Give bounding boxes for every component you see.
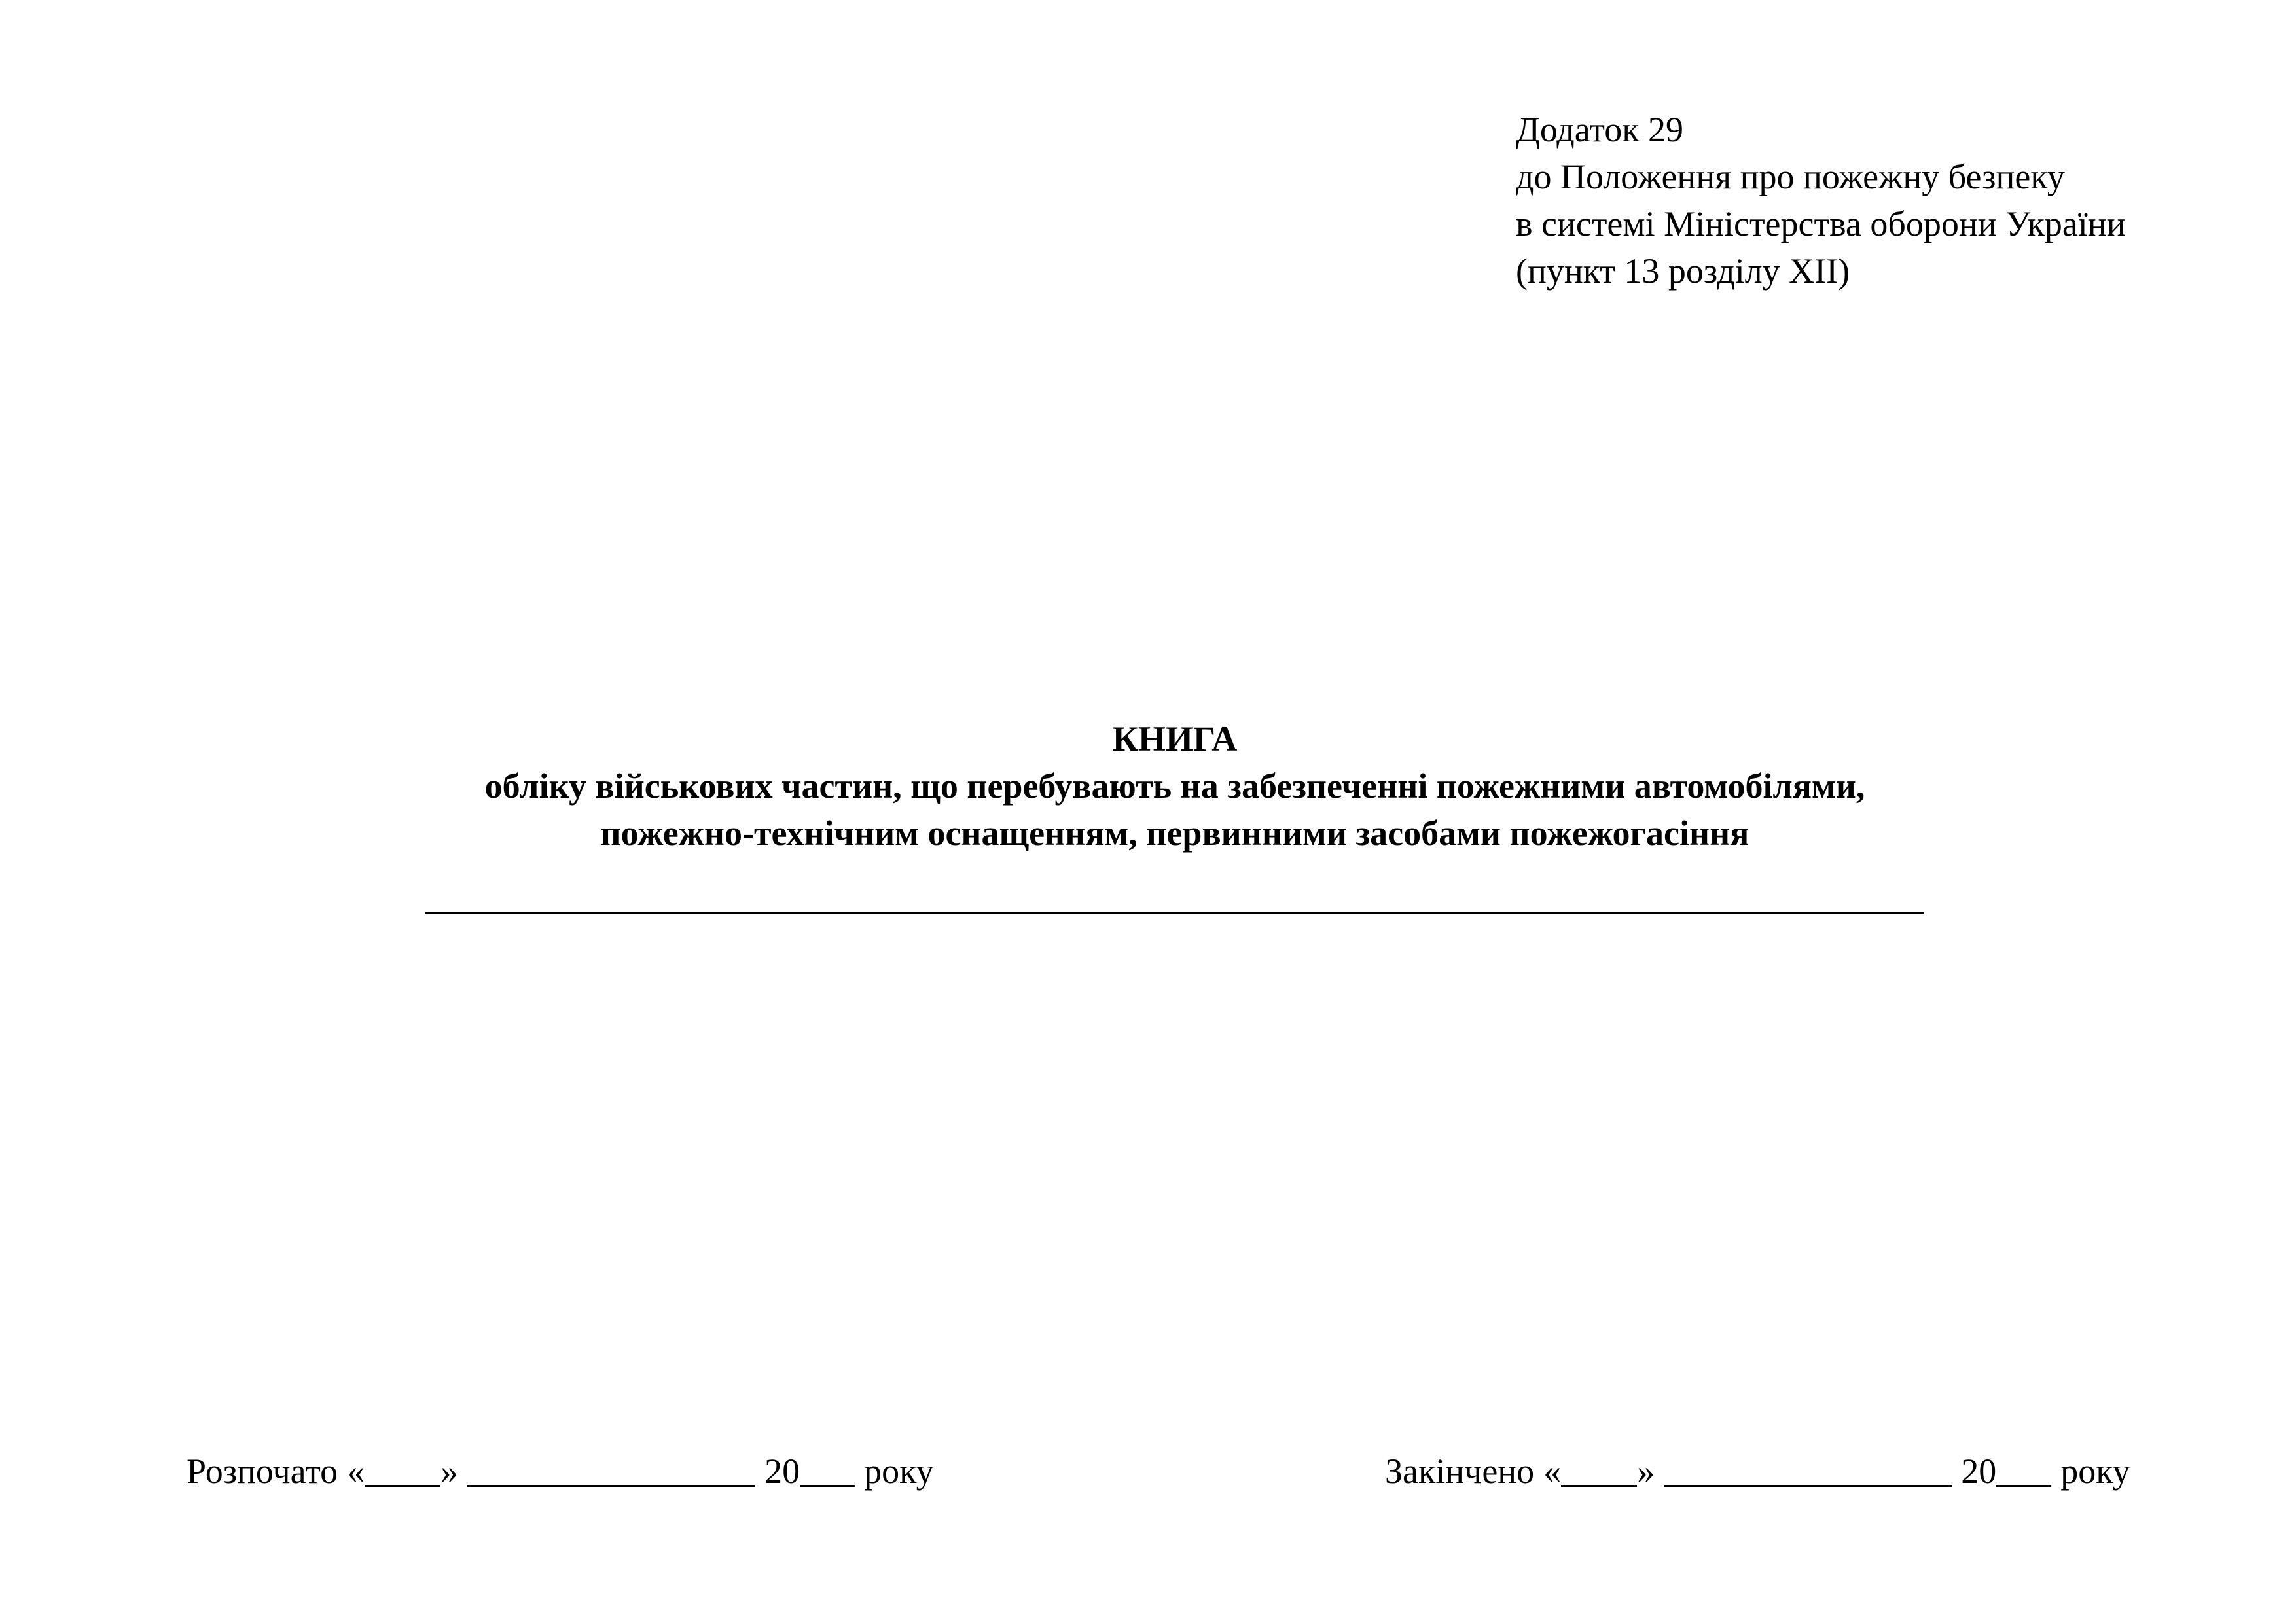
appendix-clause: (пункт 13 розділу XII) — [1516, 251, 1850, 291]
start-label: Розпочато — [187, 1452, 338, 1491]
end-month-blank[interactable] — [1664, 1452, 1952, 1487]
end-open-quote: « — [1543, 1452, 1562, 1491]
book-title — [327, 715, 2022, 857]
end-day-blank[interactable] — [1561, 1452, 1637, 1487]
start-day-blank[interactable] — [365, 1452, 440, 1487]
end-label: Закінчено — [1385, 1452, 1535, 1491]
appendix-number: Додаток 29 — [1516, 110, 1683, 149]
appendix-regulation: до Положення про пожежну безпеку — [1516, 157, 2065, 196]
end-century: 20 — [1961, 1452, 1997, 1491]
end-year-word: року — [2060, 1452, 2130, 1491]
appendix-ministry: в системі Міністерства оборони України — [1516, 204, 2126, 243]
end-date-line — [1385, 1448, 2130, 1495]
book-title-line-2: пожежно-технічним оснащенням, первинними засобами пожежогасіння — [600, 813, 1749, 853]
start-year-blank[interactable] — [800, 1452, 855, 1487]
start-year-word: року — [864, 1452, 934, 1491]
start-date-line — [187, 1448, 934, 1495]
start-century: 20 — [764, 1452, 800, 1491]
appendix-reference — [1516, 106, 2269, 294]
book-title-heading: КНИГА — [1112, 719, 1238, 758]
unit-name-blank-line[interactable] — [425, 912, 1924, 914]
end-close-quote: » — [1637, 1452, 1655, 1491]
start-month-blank[interactable] — [467, 1452, 755, 1487]
book-title-line-1: обліку військових частин, що перебувають на забезпеченні пожежними автомобілями, — [484, 766, 1865, 806]
start-close-quote: » — [440, 1452, 459, 1491]
end-year-blank[interactable] — [1996, 1452, 2051, 1487]
start-open-quote: « — [347, 1452, 365, 1491]
